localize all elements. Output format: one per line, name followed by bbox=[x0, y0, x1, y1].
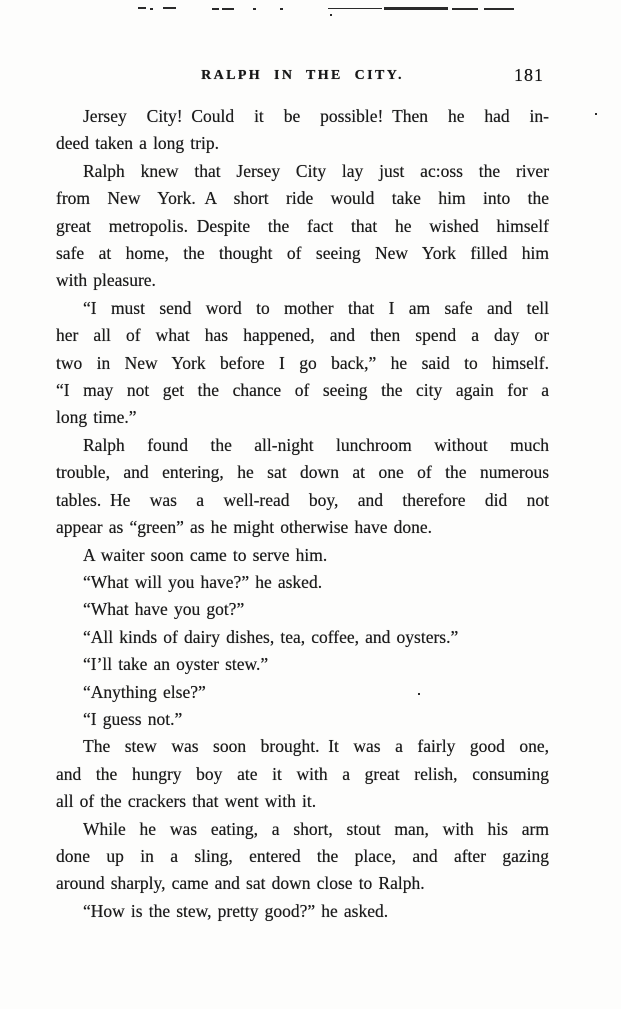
paragraph bbox=[56, 542, 549, 569]
text-line: deed taken a long trip. bbox=[56, 133, 219, 154]
text-line: “Anything else?” bbox=[83, 681, 206, 702]
scan-artifact-dot bbox=[595, 113, 597, 115]
text-line: “How is the stew, pretty good?” he asked. bbox=[83, 900, 389, 921]
paragraph bbox=[56, 432, 549, 542]
text-line: The stew was soon brought. It was a fairly good one, bbox=[83, 736, 549, 757]
text-line: A waiter soon came to serve him. bbox=[83, 544, 328, 565]
text-line: Ralph found the all-night lunchroom without much bbox=[83, 434, 549, 455]
paragraph bbox=[56, 103, 549, 158]
paragraph bbox=[56, 158, 549, 295]
paragraph bbox=[56, 569, 549, 596]
text-line: “I guess not.” bbox=[83, 708, 183, 729]
scan-artifact-line bbox=[452, 8, 478, 10]
text-line: While he was eating, a short, stout man, with his arm bbox=[83, 818, 549, 839]
text-line: with pleasure. bbox=[56, 270, 156, 291]
scan-artifact-dash bbox=[222, 8, 234, 10]
text-line: two in New York before I go back,” he said to himself. bbox=[56, 352, 549, 373]
paragraph bbox=[56, 596, 549, 623]
text-line: appear as “green” as he might otherwise have done. bbox=[56, 517, 432, 538]
paragraph bbox=[56, 679, 549, 706]
text-line: “I’ll take an oyster stew.” bbox=[83, 654, 269, 675]
text-line: “I must send word to mother that I am safe and tell bbox=[83, 297, 549, 318]
paragraph bbox=[56, 816, 549, 898]
text-line: trouble, and entering, he sat down at one of the numerous bbox=[56, 462, 549, 483]
paragraph bbox=[56, 733, 549, 815]
page-header bbox=[56, 65, 549, 88]
running-title: RALPH IN THE CITY. bbox=[201, 68, 404, 83]
scan-artifact-dash bbox=[163, 7, 176, 9]
text-line: safe at home, the thought of seeing New York filled him bbox=[56, 243, 549, 264]
text-line: long time.” bbox=[56, 407, 137, 428]
scan-artifact-dash bbox=[150, 8, 153, 10]
text-line: done up in a sling, entered the place, and after gazing bbox=[56, 845, 549, 866]
text-line: and the hungry boy ate it with a great relish, consuming bbox=[56, 763, 549, 784]
scan-artifact-line bbox=[384, 7, 448, 10]
text-line: her all of what has happened, and then spend a day or bbox=[56, 325, 549, 346]
paragraph bbox=[56, 706, 549, 733]
scan-artifact-dot bbox=[330, 14, 332, 16]
text-line: “What have you got?” bbox=[83, 599, 245, 620]
text-line: tables. He was a well-read boy, and therefore did not bbox=[56, 489, 549, 510]
text-line: Jersey City! Could it be possible! Then he had in- bbox=[83, 106, 549, 126]
text-line: great metropolis. Despite the fact that he wished himself bbox=[56, 215, 549, 236]
text-line: around sharply, came and sat down close to Ralph. bbox=[56, 873, 425, 894]
text-line: “I may not get the chance of seeing the city again for a bbox=[56, 380, 549, 401]
text-line: Ralph knew that Jersey City lay just ac:oss the river bbox=[83, 160, 549, 181]
text-line: “What will you have?” he asked. bbox=[83, 571, 323, 592]
paragraph bbox=[56, 898, 549, 925]
text-line: from New York. A short ride would take him into the bbox=[56, 188, 549, 209]
text-line: “All kinds of dairy dishes, tea, coffee, and oysters.” bbox=[83, 626, 459, 647]
text-line: all of the crackers that went with it. bbox=[56, 791, 317, 812]
paragraph bbox=[56, 651, 549, 678]
scan-artifact-dot bbox=[280, 8, 283, 10]
scan-artifact-dash bbox=[212, 8, 219, 10]
scan-artifact-line bbox=[328, 8, 382, 9]
scan-artifact-dash bbox=[138, 7, 146, 9]
paragraph bbox=[56, 295, 549, 432]
scan-artifact-dot bbox=[253, 8, 256, 10]
scan-artifact-line bbox=[484, 8, 514, 10]
paragraph bbox=[56, 624, 549, 651]
page-number: 181 bbox=[514, 65, 544, 85]
body-text bbox=[56, 103, 549, 925]
